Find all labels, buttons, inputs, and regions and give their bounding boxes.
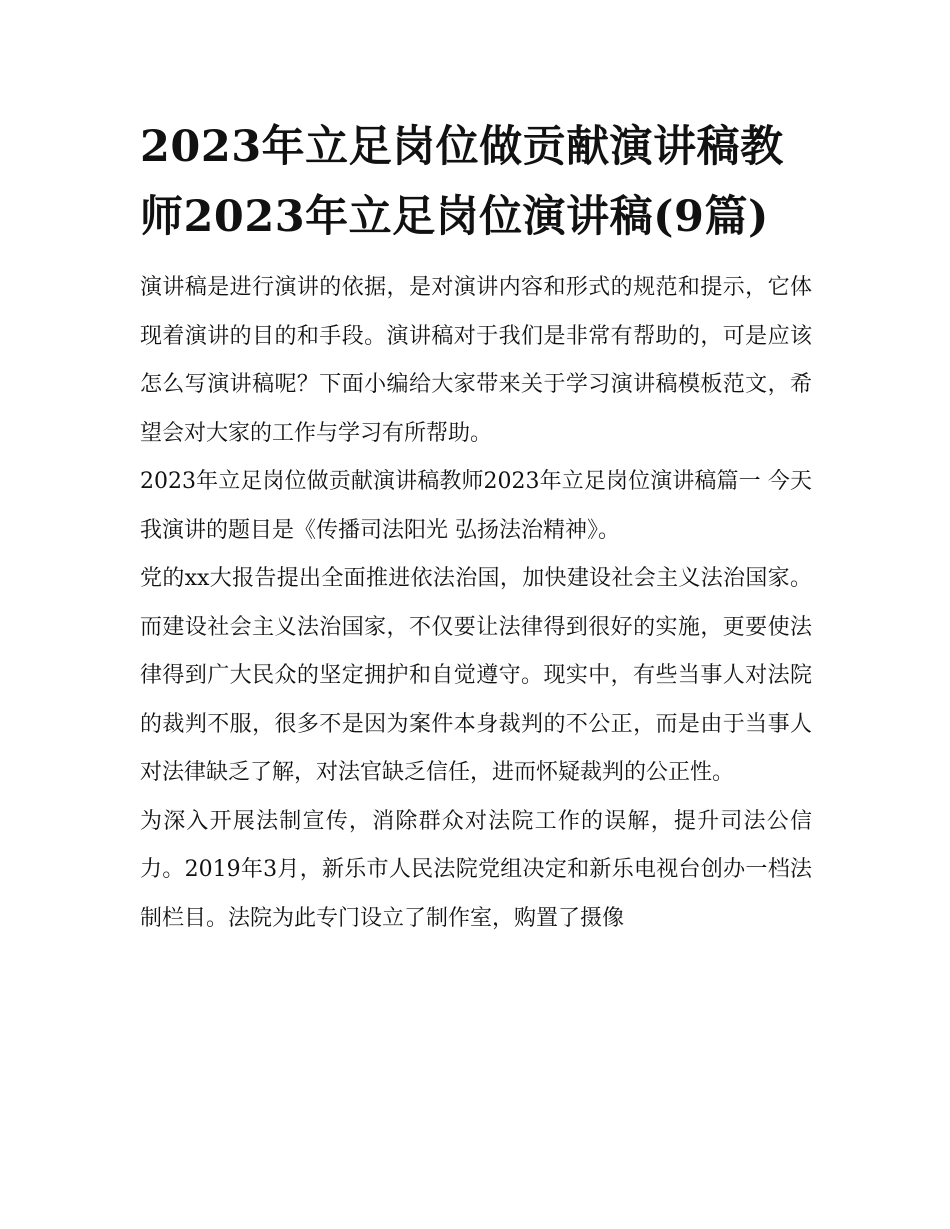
- document-body: [140, 264, 812, 943]
- paragraph-intro: 演讲稿是进行演讲的依据，是对演讲内容和形式的规范和提示，它体现着演讲的目的和手段。演讲稿对于我们是非常有帮助的，可是应该怎么写演讲稿呢？下面小编给大家带来关于学习演讲稿模板范文，希望会对大家的工作与学习有所帮助。: [140, 275, 812, 446]
- paragraph-speech-heading: 2023年立足岗位做贡献演讲稿教师2023年立足岗位演讲稿篇一 今天我演讲的题目是《传播司法阳光 弘扬法治精神》。: [140, 469, 812, 543]
- paragraph-legal-publicity: 为深入开展法制宣传，消除群众对法院工作的误解，提升司法公信力。2019年3月，新乐市人民法院党组决定和新乐电视台创办一档法制栏目。法院为此专门设立了制作室，购置了摄像: [140, 808, 812, 931]
- document-title: 2023年立足岗位做贡献演讲稿教师2023年立足岗位演讲稿(9篇): [140, 122, 784, 242]
- document-page: [140, 112, 812, 943]
- paragraph-rule-of-law: 党的xx大报告提出全面推进依法治国，加快建设社会主义法治国家。而建设社会主义法治国家，不仅要让法律得到很好的实施，更要使法律得到广大民众的坚定拥护和自觉遵守。现实中，有些当事人对法院的裁判不服，很多不是因为案件本身裁判的不公正，而是由于当事人对法律缺乏了解，对法官缺乏信任，进而怀疑裁判的公正性。: [140, 566, 812, 785]
